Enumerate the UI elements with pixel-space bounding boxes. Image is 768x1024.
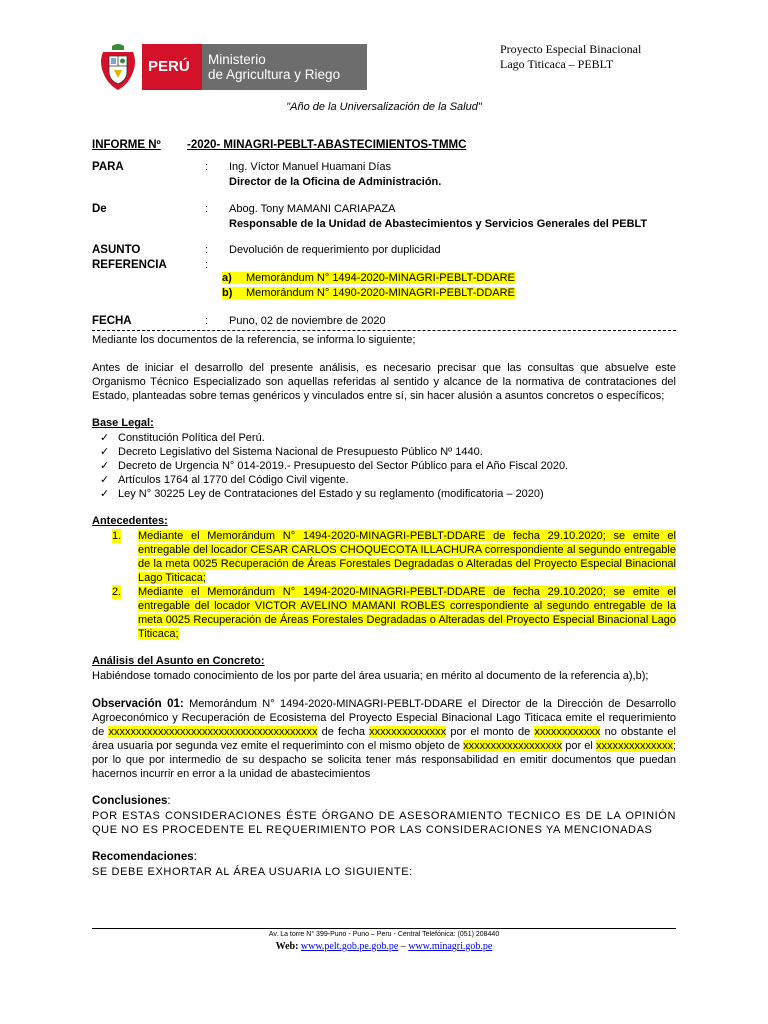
ministry-line-1: Ministerio [208,52,266,67]
informe-label: INFORME Nº [92,139,161,151]
ref-a-text: Memorándum N° 1494-2020-MINAGRI-PEBLT-DDARE [246,272,515,284]
year-motto: "Año de la Universalización de la Salud" [286,101,482,113]
project-title [500,42,641,72]
fecha-colon: : [205,315,209,327]
web-separator: – [398,941,409,952]
peru-brand-box [142,44,202,90]
peru-label: PERÚ [148,58,190,75]
antecedente-item: 1. Mediante el Memorándum N° 1494-2020-MINAGRI-PEBLT-DDARE de fecha 29.10.2020; se emite el entregable del locador CESAR CARLOS CHOQUECOTA ILLACHURA correspondiente al segundo entregable de la meta 0025 Recuperación de Áreas Forestales Degradadas o Alteradas del Proyecto Especial Binacional Lago Titicaca; [112,530,676,584]
para-name: Ing. Víctor Manuel Huamani Días [229,161,392,173]
peru-coat-of-arms-icon [97,42,139,94]
header-divider [92,330,676,331]
informe-number: -2020- MINAGRI-PEBLT-ABASTECIMIENTOS-TMMC [187,139,467,151]
asunto-label: ASUNTO [92,244,141,256]
antecedente-item: 2. Mediante el Memorándum N° 1494-2020-MINAGRI-PEBLT-DDARE de fecha 29.10.2020; se emite el entregable del locador VICTOR AVELINO MAMANI ROBLES correspondiente al segundo entregable de la meta 0025 Recuperación de Áreas Forestales Degradadas o Alteradas del Proyecto Especial Binacional Lago Titicaca; [112,586,676,640]
footer-divider [92,928,676,929]
base-legal-title: Base Legal: [92,417,154,429]
recomendaciones-title: Recomendaciones: [92,851,197,863]
ministry-logo [97,42,367,94]
referencia-label: REFERENCIA [92,259,167,271]
para-role: Director de la Oficina de Administración. [229,176,442,188]
para-label: PARA [92,161,124,173]
conclusiones-text: POR ESTAS CONSIDERACIONES ÉSTE ÓRGANO DE ASESORAMIENTO TECNICO ES DE LA OPINIÓN QUE NO ES PROCEDENTE EL REQUERIMIENTO POR LAS CONSIDERACIONES YA MENCIONADAS [92,810,676,836]
de-colon: : [205,203,209,215]
footer-web [0,941,768,952]
checkmark-icon: ✓ [100,446,110,458]
referencia-colon: : [205,259,209,271]
base-legal-item: ✓ Decreto Legislativo del Sistema Nacional de Presupuesto Público Nº 1440. [100,446,483,458]
base-legal-item: ✓ Constitución Política del Perú. [100,432,265,444]
asunto-value: Devolución de requerimiento por duplicidad [229,244,441,256]
antes-paragraph: Antes de iniciar el desarrollo del presente análisis, es necesario precisar que las consultas que absuelve este Organismo Técnico Especializado son aquellas referidas al sentido y alcance de la normativa de contrataciones del Estado, planteadas sobre temas genéricos y vinculados entre sí, sin hacer alusión a asuntos concretos o específicos; [92,362,676,402]
checkmark-icon: ✓ [100,432,110,444]
footer-address: Av. La torre N° 399-Puno - Puno – Peru - Central Telefónica: (051) 208440 [268,931,500,938]
de-name: Abog. Tony MAMANI CARIAPAZA [229,203,396,215]
observacion-paragraph: Observación 01: Memorándum N° 1494-2020-MINAGRI-PEBLT-DDARE el Director de la Dirección de Desarrollo Agroeconómico y Recuperación de Ecosistema del Proyecto Especial Binacional Lago Titicaca emite el requerimiento de xxxxxxxxxxxxxxxxxxxxxxxxxxxxxxxxxxxxxx de fecha xxxxxxxxxxxxxx por el monto de xxxxxxxxxxxx no obstante el área usuaria por segunda vez emite el requeriminto con el mismo objeto de xxxxxxxxxxxxxxxxxx por el xxxxxxxxxxxxxx; por lo que por intermedio de su despacho se solicita tener más responsabilidad en emitir documentos que puedan hacernos incurrir en error a la unidad de abastecimientos [92,698,676,780]
checkmark-icon: ✓ [100,488,110,500]
base-legal-item: ✓ Ley N° 30225 Ley de Contrataciones del Estado y su reglamento (modificatoria – 2020) [100,488,544,500]
reference-a [222,272,515,284]
project-line-1: Proyecto Especial Binacional [500,42,642,56]
asunto-colon: : [205,244,209,256]
conclusiones-title: Conclusiones: [92,795,171,807]
intro-paragraph: Mediante los documentos de la referencia, se informa lo siguiente; [92,334,416,346]
antecedentes-title: Antecedentes: [92,515,168,527]
checkmark-icon: ✓ [100,474,110,486]
para-colon: : [205,161,209,173]
recomendaciones-text: SE DEBE EXHORTAR AL ÁREA USUARIA LO SIGUIENTE: [92,866,413,878]
analisis-title: Análisis del Asunto en Concreto: [92,655,265,667]
fecha-label: FECHA [92,315,132,327]
base-legal-item: ✓ Artículos 1764 al 1770 del Código Civil vigente. [100,474,349,486]
reference-b [222,287,515,299]
ref-b-letter: b) [222,287,246,299]
ministry-line-2: de Agricultura y Riego [208,67,341,82]
minagri-link[interactable]: www.minagri.gob.pe [408,941,493,952]
analisis-paragraph: Habiéndose tomado conocimiento de los por parte del área usuaria; en mérito al documento de la referencia a),b); [92,670,649,682]
ministry-brand-box [202,44,367,90]
ref-b-text: Memorándum N° 1490-2020-MINAGRI-PEBLT-DDARE [246,287,515,299]
web-label: Web: [275,941,299,952]
checkmark-icon: ✓ [100,460,110,472]
de-role: Responsable de la Unidad de Abastecimientos y Servicios Generales del PEBLT [229,218,648,230]
ref-a-letter: a) [222,272,246,284]
project-line-2: Lago Titicaca – PEBLT [500,57,614,71]
fecha-value: Puno, 02 de noviembre de 2020 [229,315,386,327]
pelt-link[interactable]: www.pelt.gob.pe.gob.pe [300,941,399,952]
base-legal-item: ✓ Decreto de Urgencia N° 014-2019.- Presupuesto del Sector Público para el Año Fiscal 2020. [100,460,569,472]
de-label: De [92,203,107,215]
